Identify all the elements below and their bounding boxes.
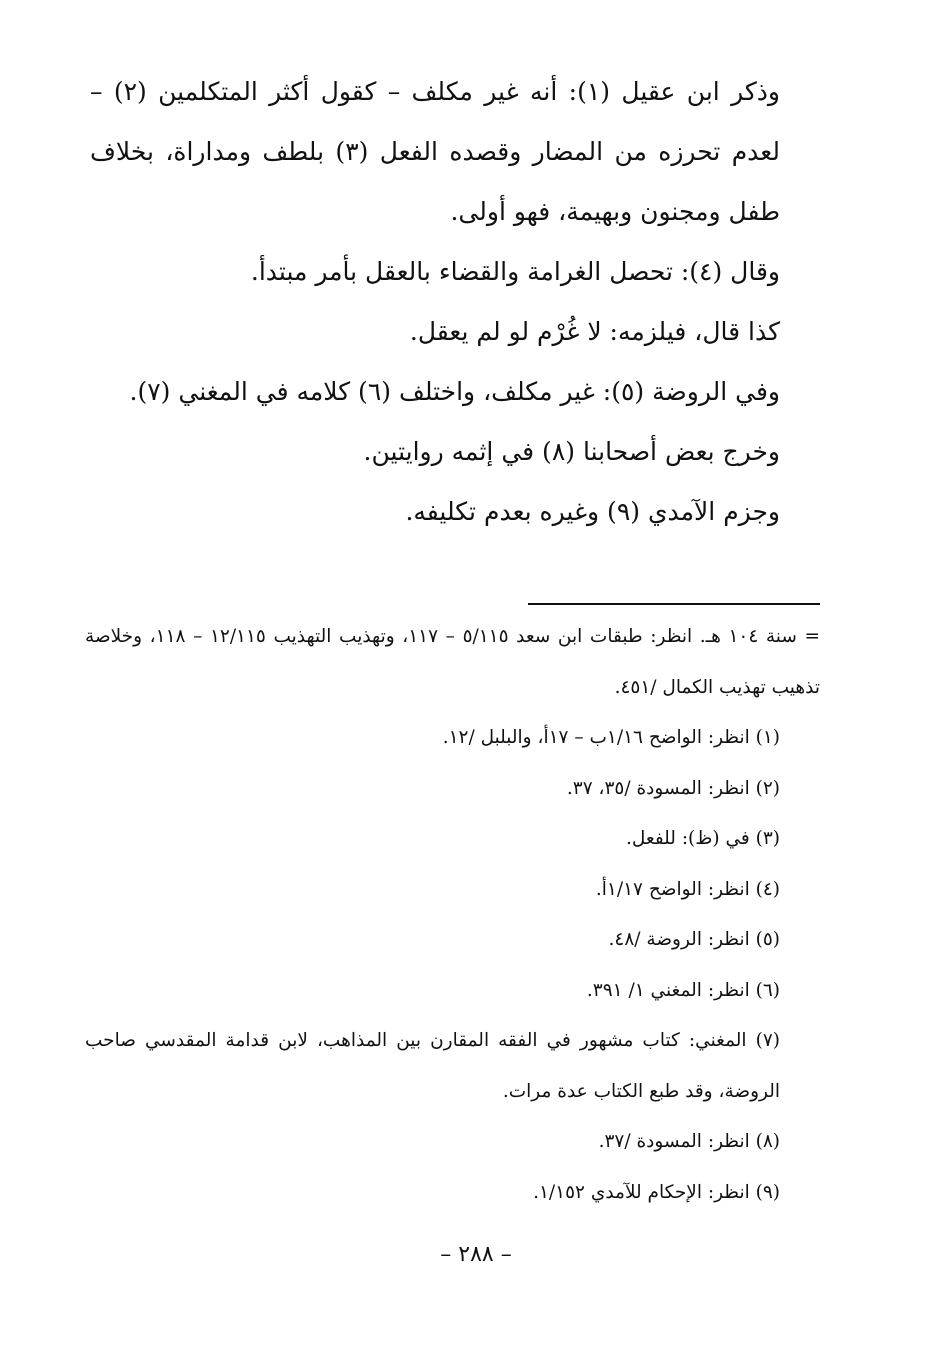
footnote-7: (٧) المغني: كتاب مشهور في الفقه المقارن بين المذاهب، لابن قدامة المقدسي صاحب الروضة، وقد طبع الكتاب عدة مرات. bbox=[85, 1030, 780, 1102]
main-text bbox=[90, 62, 830, 542]
paragraph-kharraja: وخرج بعض أصحابنا (٨) في إثمه روايتين. bbox=[363, 437, 780, 466]
footnote-3: (٣) في (ظ): للفعل. bbox=[626, 828, 780, 849]
paragraph-al-rawda: وفي الروضة (٥): غير مكلف، واختلف (٦) كلامه في المغني (٧). bbox=[129, 377, 780, 406]
footnote-continuation: = سنة ١٠٤ هـ. انظر: طبقات ابن سعد ٥/١١٥ – ١١٧، وتهذيب التهذيب ١٢/١١٥ – ١١٨، وخلاصة تذهيب تهذيب الكمال /٤٥١. bbox=[85, 626, 821, 698]
footnote-separator bbox=[528, 603, 820, 605]
footnote-1: (١) انظر: الواضح ١/١٦ب – ١٧أ، والبلبل /١٢. bbox=[442, 727, 780, 748]
footnote-6: (٦) انظر: المغني ١/ ٣٩١. bbox=[586, 979, 780, 1001]
footnotes bbox=[85, 612, 820, 1218]
footnote-9: (٩) انظر: الإحكام للآمدي ١/١٥٢. bbox=[533, 1181, 780, 1203]
page-number: – ٢٨٨ – bbox=[440, 1242, 512, 1267]
paragraph-wa-qala: وقال (٤): تحصل الغرامة والقضاء بالعقل بأمر مبتدأ. bbox=[250, 257, 780, 286]
paragraph-jazama: وجزم الآمدي (٩) وغيره بعدم تكليفه. bbox=[405, 497, 780, 526]
footnote-2: (٢) انظر: المسودة /٣٥، ٣٧. bbox=[566, 777, 780, 799]
paragraph-ibn-aqil: وذكر ابن عقيل (١): أنه غير مكلف – كقول أكثر المتكلمين (٢) – لعدم تحرزه من المضار وقصده الفعل (٣) بلطف ومداراة، بخلاف طفل ومجنون وبهيمة، فهو أولى. bbox=[90, 77, 780, 226]
footnote-4: (٤) انظر: الواضح ١/١٧أ. bbox=[595, 878, 780, 900]
footnote-8: (٨) انظر: المسودة /٣٧. bbox=[598, 1131, 780, 1152]
paragraph-kadha-qala: كذا قال، فيلزمه: لا غُرْم لو لم يعقل. bbox=[409, 317, 780, 346]
footnote-5: (٥) انظر: الروضة /٤٨. bbox=[608, 929, 780, 950]
